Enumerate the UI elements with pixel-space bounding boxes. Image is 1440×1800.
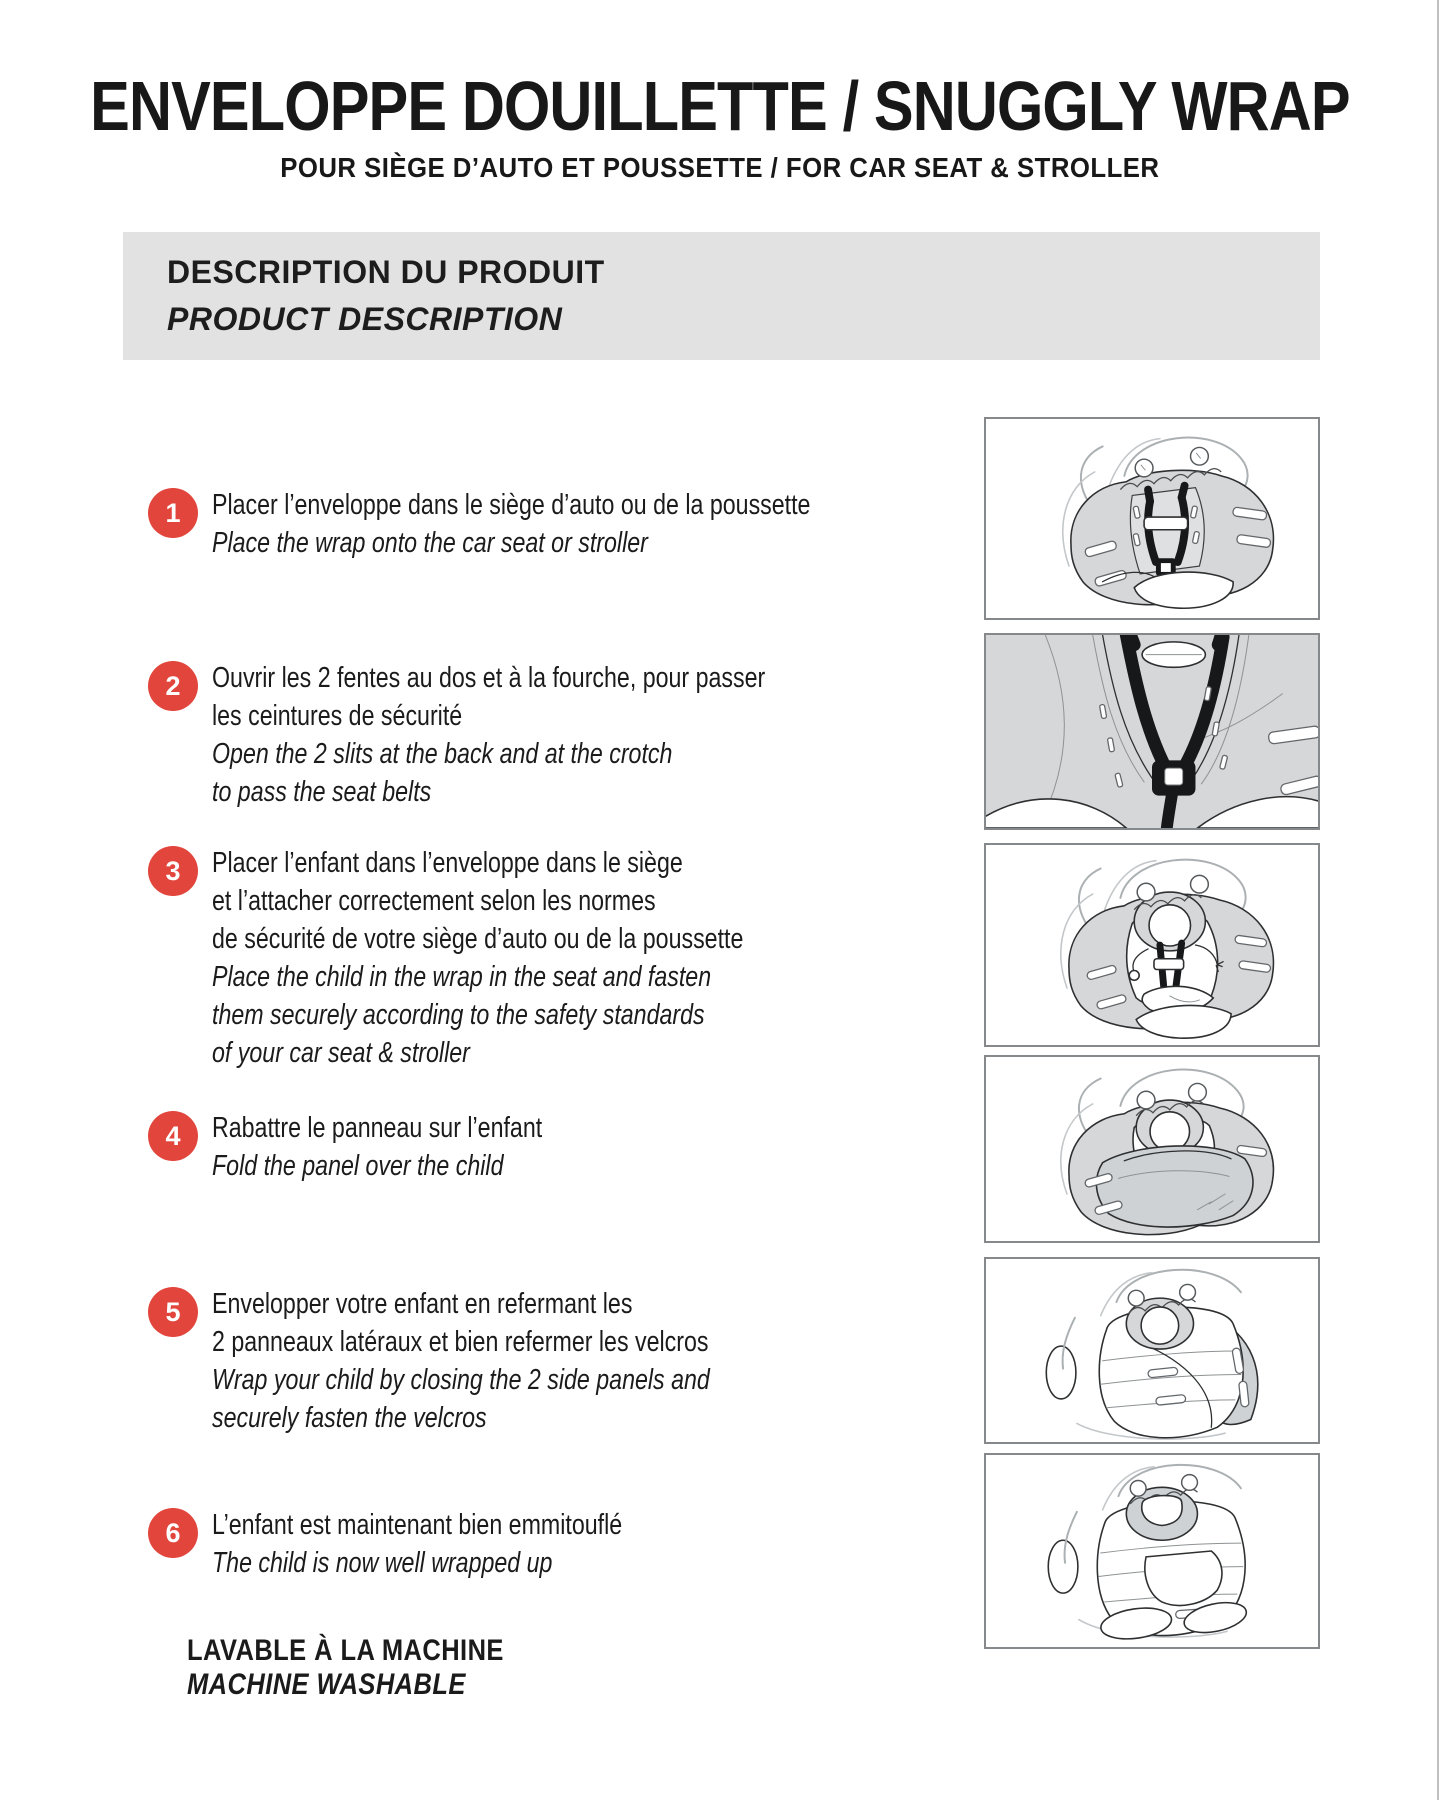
step-4-number-badge xyxy=(148,1111,198,1161)
step-3-text xyxy=(212,844,900,1072)
illustration-step-6-fully-wrapped xyxy=(984,1453,1320,1649)
step-4-en-line: Fold the panel over the child xyxy=(212,1150,504,1182)
step-1-fr-line: Placer l’enveloppe dans le siège d’auto ou de la poussette xyxy=(212,489,811,521)
page-title: ENVELOPPE DOUILLETTE / SNUGGLY WRAP xyxy=(90,67,1350,145)
step-3-en-line: Place the child in the wrap in the seat and fasten xyxy=(212,961,712,993)
step-3-fr-line: et l’attacher correctement selon les normes xyxy=(212,885,656,917)
step-1-number-badge xyxy=(148,488,198,538)
section-title-en: PRODUCT DESCRIPTION xyxy=(167,301,563,337)
section-banner xyxy=(123,232,1320,360)
step-3-fr-line: de sécurité de votre siège d’auto ou de la poussette xyxy=(212,923,744,955)
step-2-number-badge xyxy=(148,661,198,711)
illustration-step-2-slits-close-up xyxy=(984,633,1320,830)
step-6-number: 6 xyxy=(165,1517,181,1548)
step-5-en-line: Wrap your child by closing the 2 side panels and xyxy=(212,1364,710,1396)
page-title-row xyxy=(0,66,1440,146)
step-2-en-line: to pass the seat belts xyxy=(212,776,432,808)
step-5-fr-line: Envelopper votre enfant en refermant les xyxy=(212,1288,633,1320)
step-1-en-line: Place the wrap onto the car seat or stroller xyxy=(212,527,648,559)
step-2-en-line: Open the 2 slits at the back and at the crotch xyxy=(212,738,673,770)
washing-note-fr: LAVABLE À LA MACHINE xyxy=(187,1634,504,1667)
step-5-fr-line: 2 panneaux latéraux et bien refermer les velcros xyxy=(212,1326,709,1358)
illustration-step-4-panel-folded xyxy=(984,1055,1320,1243)
step-2-fr-line: Ouvrir les 2 fentes au dos et à la fourche, pour passer xyxy=(212,662,766,694)
step-6-text xyxy=(212,1506,900,1582)
step-2-number: 2 xyxy=(165,670,181,701)
page-subtitle-row xyxy=(0,152,1440,184)
step-3-number-badge xyxy=(148,846,198,896)
step-4-number: 4 xyxy=(165,1120,181,1151)
step-5-number: 5 xyxy=(165,1296,181,1327)
step-2-text xyxy=(212,659,900,811)
page-right-edge xyxy=(1437,0,1439,1800)
step-2-fr-line: les ceintures de sécurité xyxy=(212,700,463,732)
illustration-step-1-wrap-on-seat xyxy=(984,417,1320,620)
step-4-text xyxy=(212,1109,900,1185)
step-3-en-line: of your car seat & stroller xyxy=(212,1037,470,1069)
step-6-number-badge xyxy=(148,1508,198,1558)
washing-note xyxy=(187,1634,560,1702)
step-6-en-line: The child is now well wrapped up xyxy=(212,1547,553,1579)
step-3-fr-line: Placer l’enfant dans l’enveloppe dans le siège xyxy=(212,847,683,879)
step-4-fr-line: Rabattre le panneau sur l’enfant xyxy=(212,1112,543,1144)
page-subtitle: POUR SIÈGE D’AUTO ET POUSSETTE / FOR CAR SEAT & STROLLER xyxy=(280,152,1160,183)
section-title-fr: DESCRIPTION DU PRODUIT xyxy=(167,254,605,290)
step-5-number-badge xyxy=(148,1287,198,1337)
illustration-step-3-child-fastened xyxy=(984,843,1320,1047)
washing-note-en: MACHINE WASHABLE xyxy=(187,1668,466,1701)
step-3-en-line: them securely according to the safety standards xyxy=(212,999,705,1031)
illustration-step-5-side-panels xyxy=(984,1257,1320,1444)
step-1-text xyxy=(212,486,900,562)
step-6-fr-line: L’enfant est maintenant bien emmitouflé xyxy=(212,1509,623,1541)
step-5-en-line: securely fasten the velcros xyxy=(212,1402,487,1434)
step-1-number: 1 xyxy=(165,497,181,528)
step-3-number: 3 xyxy=(165,855,181,886)
step-5-text xyxy=(212,1285,900,1437)
